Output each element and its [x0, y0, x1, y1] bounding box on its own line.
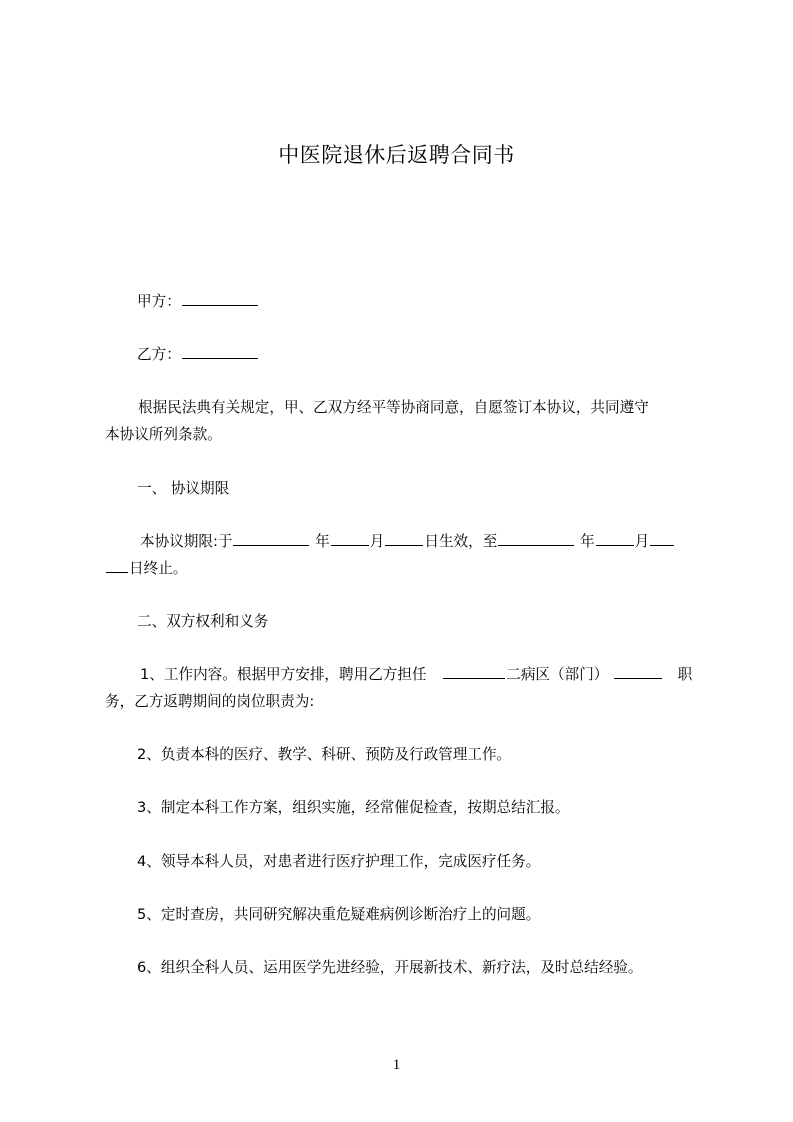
term-year-1: 年 — [315, 533, 330, 550]
item-1-post: 职 — [677, 666, 693, 683]
term-start-day-blank — [385, 532, 423, 546]
party-a-label: 甲方： — [137, 293, 181, 310]
term-start-year-blank — [233, 532, 309, 546]
party-b-label: 乙方： — [137, 346, 181, 363]
party-b-blank — [182, 345, 258, 359]
item-2: 2、负责本科的医疗、教学、科研、预防及行政管理工作。 — [137, 746, 512, 763]
party-a-line — [137, 292, 259, 312]
item-6: 6、组织全科人员、运用医学先进经验，开展新技术、新疗法，及时总结经验。 — [137, 959, 643, 976]
term-end: 日终止。 — [129, 560, 188, 577]
section-1-heading: 一、 协议期限 — [137, 480, 230, 497]
item-1-line-2: 务，乙方返聘期间的岗位职责为: — [105, 693, 315, 710]
item-3: 3、制定本科工作方案，组织实施，经常催促检查，按期总结汇报。 — [137, 799, 570, 816]
section-2-heading: 二、双方权利和义务 — [137, 613, 269, 630]
term-prefix: 本协议期限:于 — [140, 533, 233, 550]
item-1-prefix: 1、工作内容。根据甲方安排，聘用乙方担任 — [140, 666, 427, 683]
term-year-2: 年 — [579, 533, 595, 550]
term-end-year-blank — [498, 532, 574, 546]
term-month-1: 月 — [369, 533, 385, 550]
term-line-1 — [140, 532, 675, 552]
term-line-2 — [105, 559, 187, 579]
item-4: 4、领导本科人员，对患者进行医疗护理工作，完成医疗任务。 — [137, 853, 541, 870]
party-a-blank — [182, 292, 258, 306]
party-b-line — [137, 345, 259, 365]
intro-line-1: 根据民法典有关规定，甲、乙双方经平等协商同意，自愿签订本协议，共同遵守 — [138, 399, 649, 416]
item-1-post-blank — [443, 665, 505, 679]
page-number: 1 — [392, 1057, 401, 1073]
intro-line-2: 本协议所列条款。 — [105, 426, 222, 443]
item-1-dept-blank — [614, 665, 662, 679]
term-start-month-blank — [331, 532, 369, 546]
term-day-1: 日生效，至 — [424, 533, 498, 550]
term-end-day-blank-b — [106, 559, 128, 573]
item-1-dept: 二病区（部门） — [506, 666, 609, 683]
term-end-month-blank — [596, 532, 634, 546]
term-end-day-blank-a — [650, 532, 674, 546]
term-month-2: 月 — [634, 533, 650, 550]
document-title: 中医院退休后返聘合同书 — [278, 143, 515, 167]
item-1-line-1 — [140, 665, 692, 685]
item-5: 5、定时查房，共同研究解决重危疑难病例诊断治疗上的问题。 — [137, 906, 541, 923]
